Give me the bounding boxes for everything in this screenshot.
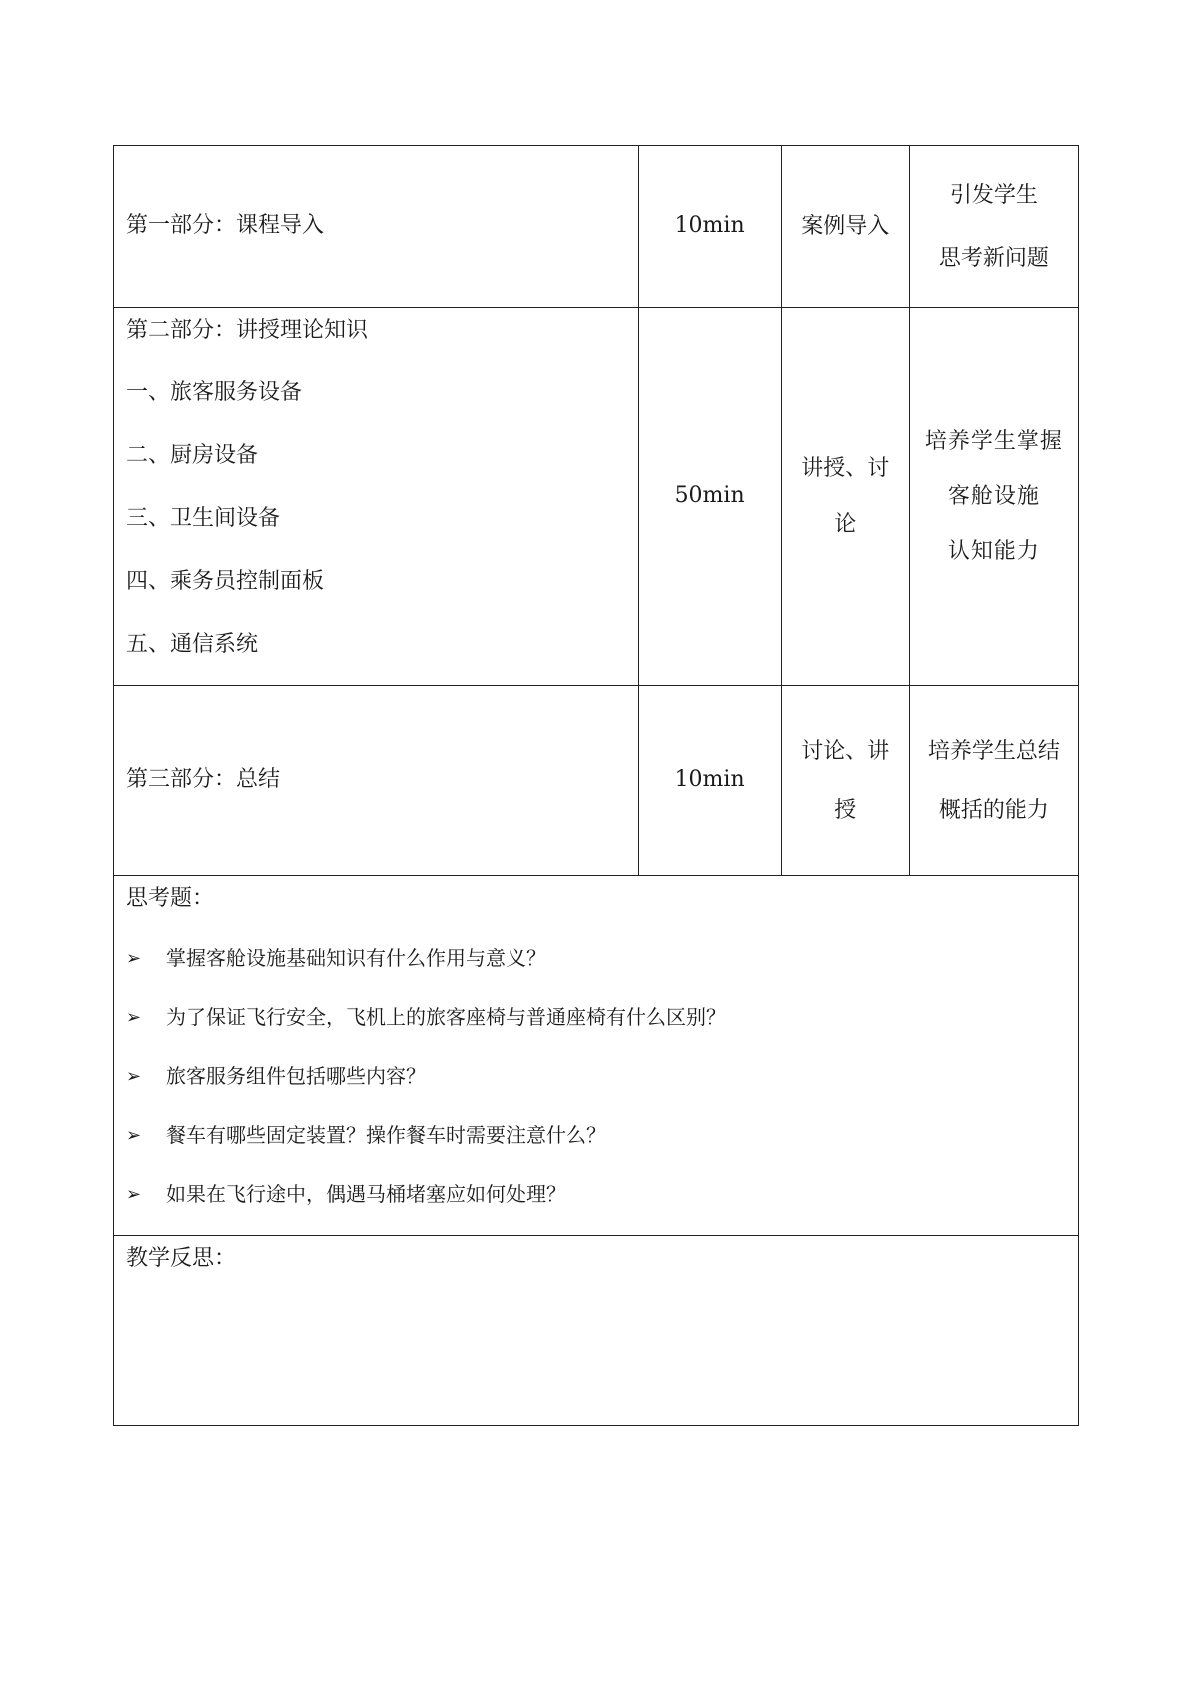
- question-text: 如果在飞行途中，偶遇马桶堵塞应如何处理？: [166, 1182, 566, 1206]
- method-text: 案例导入: [801, 214, 890, 239]
- topic-item: 三、卫生间设备: [126, 506, 281, 531]
- list-item: [126, 929, 1066, 988]
- arrow-bullet-icon: ➢: [126, 1125, 142, 1146]
- reflection-cell: [114, 1236, 1079, 1426]
- arrow-bullet-icon: ➢: [126, 1007, 142, 1028]
- table-row: [114, 146, 1079, 308]
- goal-text: 客舱设施: [947, 484, 1040, 509]
- method-text: 讨论、讲: [801, 738, 890, 764]
- goal-text: 培养学生掌握: [924, 429, 1063, 454]
- section-content-cell: [114, 308, 639, 686]
- method-cell: [781, 146, 909, 308]
- time-cell: [638, 308, 781, 686]
- table-row: [114, 876, 1079, 1236]
- questions-heading: 思考题：: [126, 886, 215, 911]
- arrow-bullet-icon: ➢: [126, 1066, 142, 1087]
- list-item: [126, 988, 1066, 1047]
- reflection-heading: 教学反思：: [126, 1246, 237, 1271]
- section-content-cell: [114, 686, 639, 876]
- time-cell: [638, 686, 781, 876]
- method-text: 授: [834, 797, 857, 823]
- table-row: [114, 1236, 1079, 1426]
- goal-text: 概括的能力: [938, 797, 1049, 823]
- method-text: 讲授、讨: [801, 455, 890, 481]
- table-row: [114, 686, 1079, 876]
- goal-text: 认知能力: [947, 539, 1040, 564]
- section-title: 第一部分：课程导入: [126, 213, 325, 239]
- time-cell: [638, 146, 781, 308]
- time-value: 10min: [674, 213, 745, 239]
- list-item: [126, 1106, 1066, 1165]
- lesson-plan-table: [113, 145, 1079, 1426]
- topic-item: 五、通信系统: [126, 632, 259, 657]
- section-title: 第二部分：讲授理论知识: [126, 318, 369, 343]
- questions-list: [126, 929, 1066, 1224]
- section-content-cell: [114, 146, 639, 308]
- goal-text: 引发学生: [949, 182, 1038, 208]
- goal-text: 培养学生总结: [927, 738, 1060, 764]
- question-text: 为了保证飞行安全，飞机上的旅客座椅与普通座椅有什么区别？: [166, 1005, 726, 1029]
- list-item: [126, 1165, 1066, 1224]
- time-value: 10min: [674, 767, 745, 793]
- topic-item: 四、乘务员控制面板: [126, 569, 325, 594]
- question-text: 旅客服务组件包括哪些内容？: [166, 1064, 426, 1088]
- section-title: 第三部分：总结: [126, 767, 281, 793]
- arrow-bullet-icon: ➢: [126, 948, 142, 969]
- method-cell: [781, 308, 909, 686]
- goal-cell: [909, 308, 1078, 686]
- arrow-bullet-icon: ➢: [126, 1184, 142, 1205]
- table-row: [114, 308, 1079, 686]
- method-cell: [781, 686, 909, 876]
- question-text: 餐车有哪些固定装置？操作餐车时需要注意什么？: [166, 1123, 606, 1147]
- question-text: 掌握客舱设施基础知识有什么作用与意义？: [166, 946, 546, 970]
- list-item: [126, 1047, 1066, 1106]
- topic-item: 二、厨房设备: [126, 443, 259, 468]
- goal-cell: [909, 146, 1078, 308]
- topic-item: 一、旅客服务设备: [126, 380, 303, 405]
- time-value: 50min: [674, 483, 745, 509]
- goal-cell: [909, 686, 1078, 876]
- method-text: 论: [834, 511, 857, 537]
- questions-cell: [114, 876, 1079, 1236]
- goal-text: 思考新问题: [938, 245, 1049, 271]
